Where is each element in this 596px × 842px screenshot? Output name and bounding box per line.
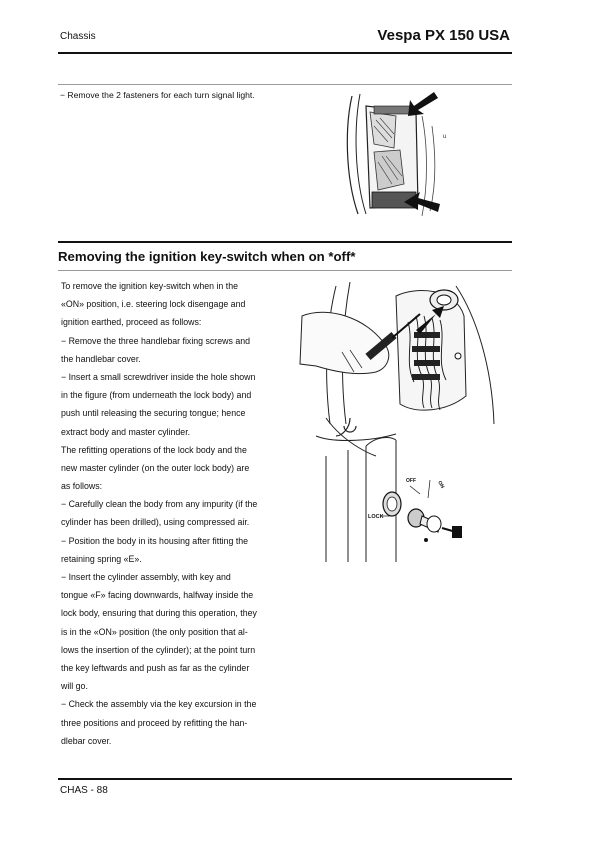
text-line: as follows:	[61, 481, 103, 492]
text-line: − Check the assembly via the key excursion in the	[61, 699, 257, 710]
text-line: cylinder has been drilled), using compressed air.	[61, 517, 250, 528]
screwdriver-figure	[296, 276, 506, 426]
section-subrule	[58, 270, 512, 271]
text-line: − Insert a small screwdriver inside the hole shown	[61, 371, 256, 382]
text-line: dlebar cover.	[61, 735, 112, 746]
svg-text:u: u	[443, 134, 447, 140]
text-line: extract body and master cylinder.	[61, 426, 191, 437]
text-line: ignition earthed, proceed as follows:	[61, 317, 202, 328]
footer-rule	[58, 778, 512, 780]
text-line: retaining spring «E».	[61, 553, 142, 564]
text-line: three positions and proceed by refitting the han-	[61, 717, 248, 728]
text-line: will go.	[61, 681, 88, 692]
text-line: lows the insertion of the cylinder); at the point turn	[61, 644, 256, 655]
on-label: ON	[436, 480, 446, 490]
text-line: − Remove the three handlebar fixing screws and	[61, 335, 250, 346]
text-line: − Position the body in its housing after fitting the	[61, 535, 249, 546]
header-section: Chassis	[60, 31, 96, 42]
text-line: To remove the ignition key-switch when in the	[61, 281, 239, 291]
text-line: the handlebar cover.	[61, 353, 141, 364]
text-line: «ON» position, i.e. steering lock disengage and	[61, 299, 246, 310]
text-line: is in the «ON» position (the only position that al-	[61, 626, 248, 637]
text-line: − Carefully clean the body from any impurity (if the	[61, 499, 258, 510]
text-line: push until releasing the securing tongue; hence	[61, 408, 246, 419]
page-number: CHAS - 88	[60, 785, 108, 796]
off-label: OFF	[406, 478, 416, 484]
text-line: new master cylinder (on the outer lock body) are	[61, 462, 250, 473]
text-line: in the figure (from underneath the lock body) and	[61, 390, 252, 401]
turn-signal-step: − Remove the 2 fasteners for each turn signal light.	[60, 90, 255, 100]
lock-cylinder-figure	[306, 416, 506, 564]
text-line: the key leftwards and push as far as the cylinder	[61, 662, 250, 673]
text-line: lock body, ensuring that during this operation, they	[61, 608, 257, 619]
turn-signal-figure	[330, 86, 450, 226]
text-line: − Insert the cylinder assembly, with key and	[61, 572, 231, 582]
text-line: The refitting operations of the lock body and the	[61, 444, 247, 455]
divider	[58, 84, 512, 85]
lock-label: LOCK	[368, 514, 384, 520]
procedure-text	[61, 277, 293, 750]
header-rule	[58, 52, 512, 54]
header-title: Vespa PX 150 USA	[377, 27, 510, 44]
section-rule	[58, 241, 512, 243]
text-line: tongue «F» facing downwards, halfway inside the	[61, 590, 254, 601]
section-title: Removing the ignition key-switch when on *off*	[58, 249, 356, 264]
